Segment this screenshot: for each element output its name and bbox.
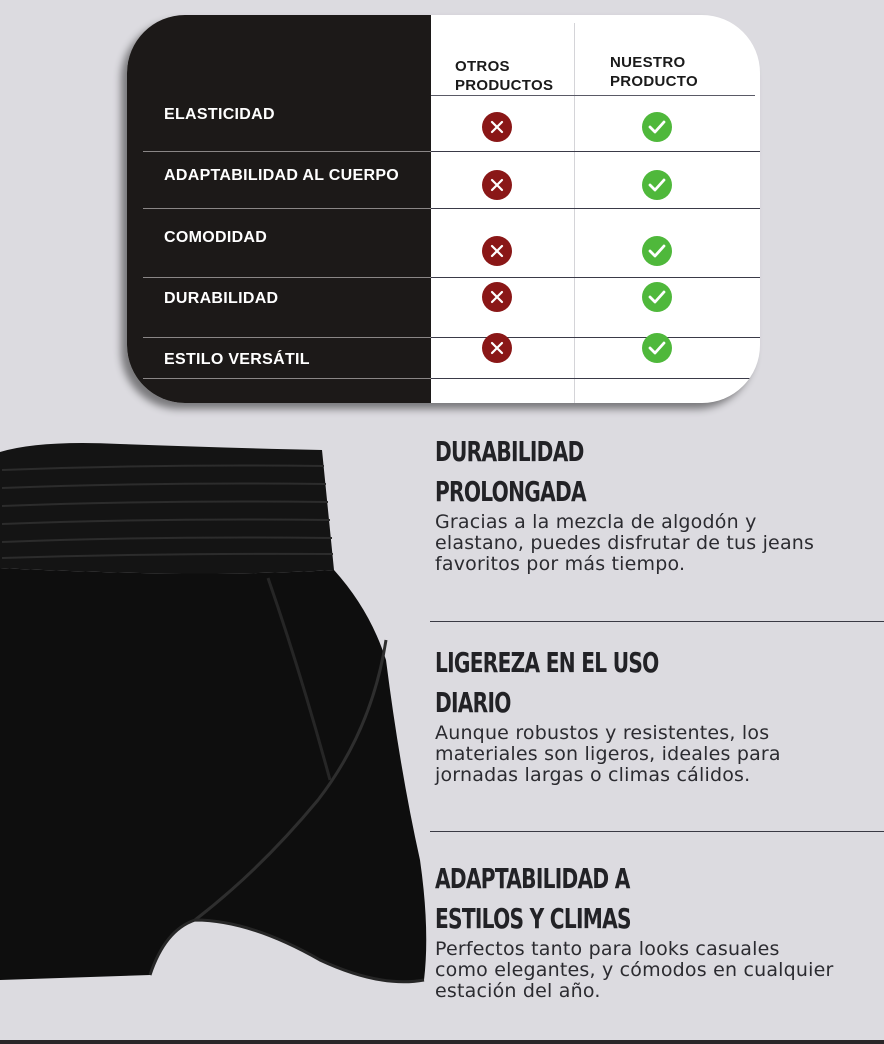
row-divider bbox=[143, 277, 760, 278]
header-other-products: OTROS PRODUCTOS bbox=[455, 58, 554, 94]
feature-title-line: LIGEREZA EN EL USO bbox=[435, 646, 659, 679]
check-circle-icon bbox=[642, 282, 672, 312]
feature-title-line: DIARIO bbox=[435, 686, 511, 719]
feature-title bbox=[435, 643, 752, 723]
x-circle-icon bbox=[482, 282, 512, 312]
criteria-panel bbox=[127, 15, 431, 403]
feature-title bbox=[435, 432, 752, 512]
criterion-label: DURABILIDAD bbox=[164, 290, 279, 307]
feature-title-line: PROLONGADA bbox=[435, 475, 586, 508]
check-circle-icon bbox=[642, 170, 672, 200]
x-circle-icon bbox=[482, 333, 512, 363]
x-circle-icon bbox=[482, 170, 512, 200]
x-circle-icon bbox=[482, 236, 512, 266]
row-divider bbox=[143, 378, 760, 379]
criterion-label: ADAPTABILIDAD AL CUERPO bbox=[164, 167, 400, 184]
criterion-label: ESTILO VERSÁTIL bbox=[164, 351, 310, 368]
section-divider bbox=[430, 831, 884, 832]
feature-title-line: ESTILOS Y CLIMAS bbox=[435, 902, 631, 935]
header-divider bbox=[431, 95, 755, 96]
check-circle-icon bbox=[642, 236, 672, 266]
criterion-label: COMODIDAD bbox=[164, 229, 268, 246]
comparison-table bbox=[127, 15, 760, 403]
feature-description: Gracias a la mezcla de algodón y elastano, puedes disfrutar de tus jeans favoritos por más tiempo. bbox=[435, 511, 815, 575]
section-divider bbox=[430, 621, 884, 622]
bottom-image-strip bbox=[0, 1040, 884, 1044]
row-divider bbox=[143, 151, 760, 152]
feature-description: Aunque robustos y resistentes, los materiales son ligeros, ideales para jornadas largas o climas cálidos. bbox=[435, 722, 781, 786]
feature-title-line: DURABILIDAD bbox=[435, 435, 584, 468]
row-divider bbox=[143, 208, 760, 209]
x-circle-icon bbox=[482, 112, 512, 142]
shorts-product-image bbox=[0, 440, 440, 1000]
feature-title bbox=[435, 859, 752, 939]
feature-description: Perfectos tanto para looks casuales como elegantes, y cómodos en cualquier estación del año. bbox=[435, 938, 834, 1002]
check-circle-icon bbox=[642, 333, 672, 363]
column-divider bbox=[574, 23, 575, 403]
criterion-label: ELASTICIDAD bbox=[164, 106, 275, 123]
header-our-product: NUESTRO PRODUCTO bbox=[610, 54, 698, 90]
check-circle-icon bbox=[642, 112, 672, 142]
feature-title-line: ADAPTABILIDAD A bbox=[435, 862, 630, 895]
